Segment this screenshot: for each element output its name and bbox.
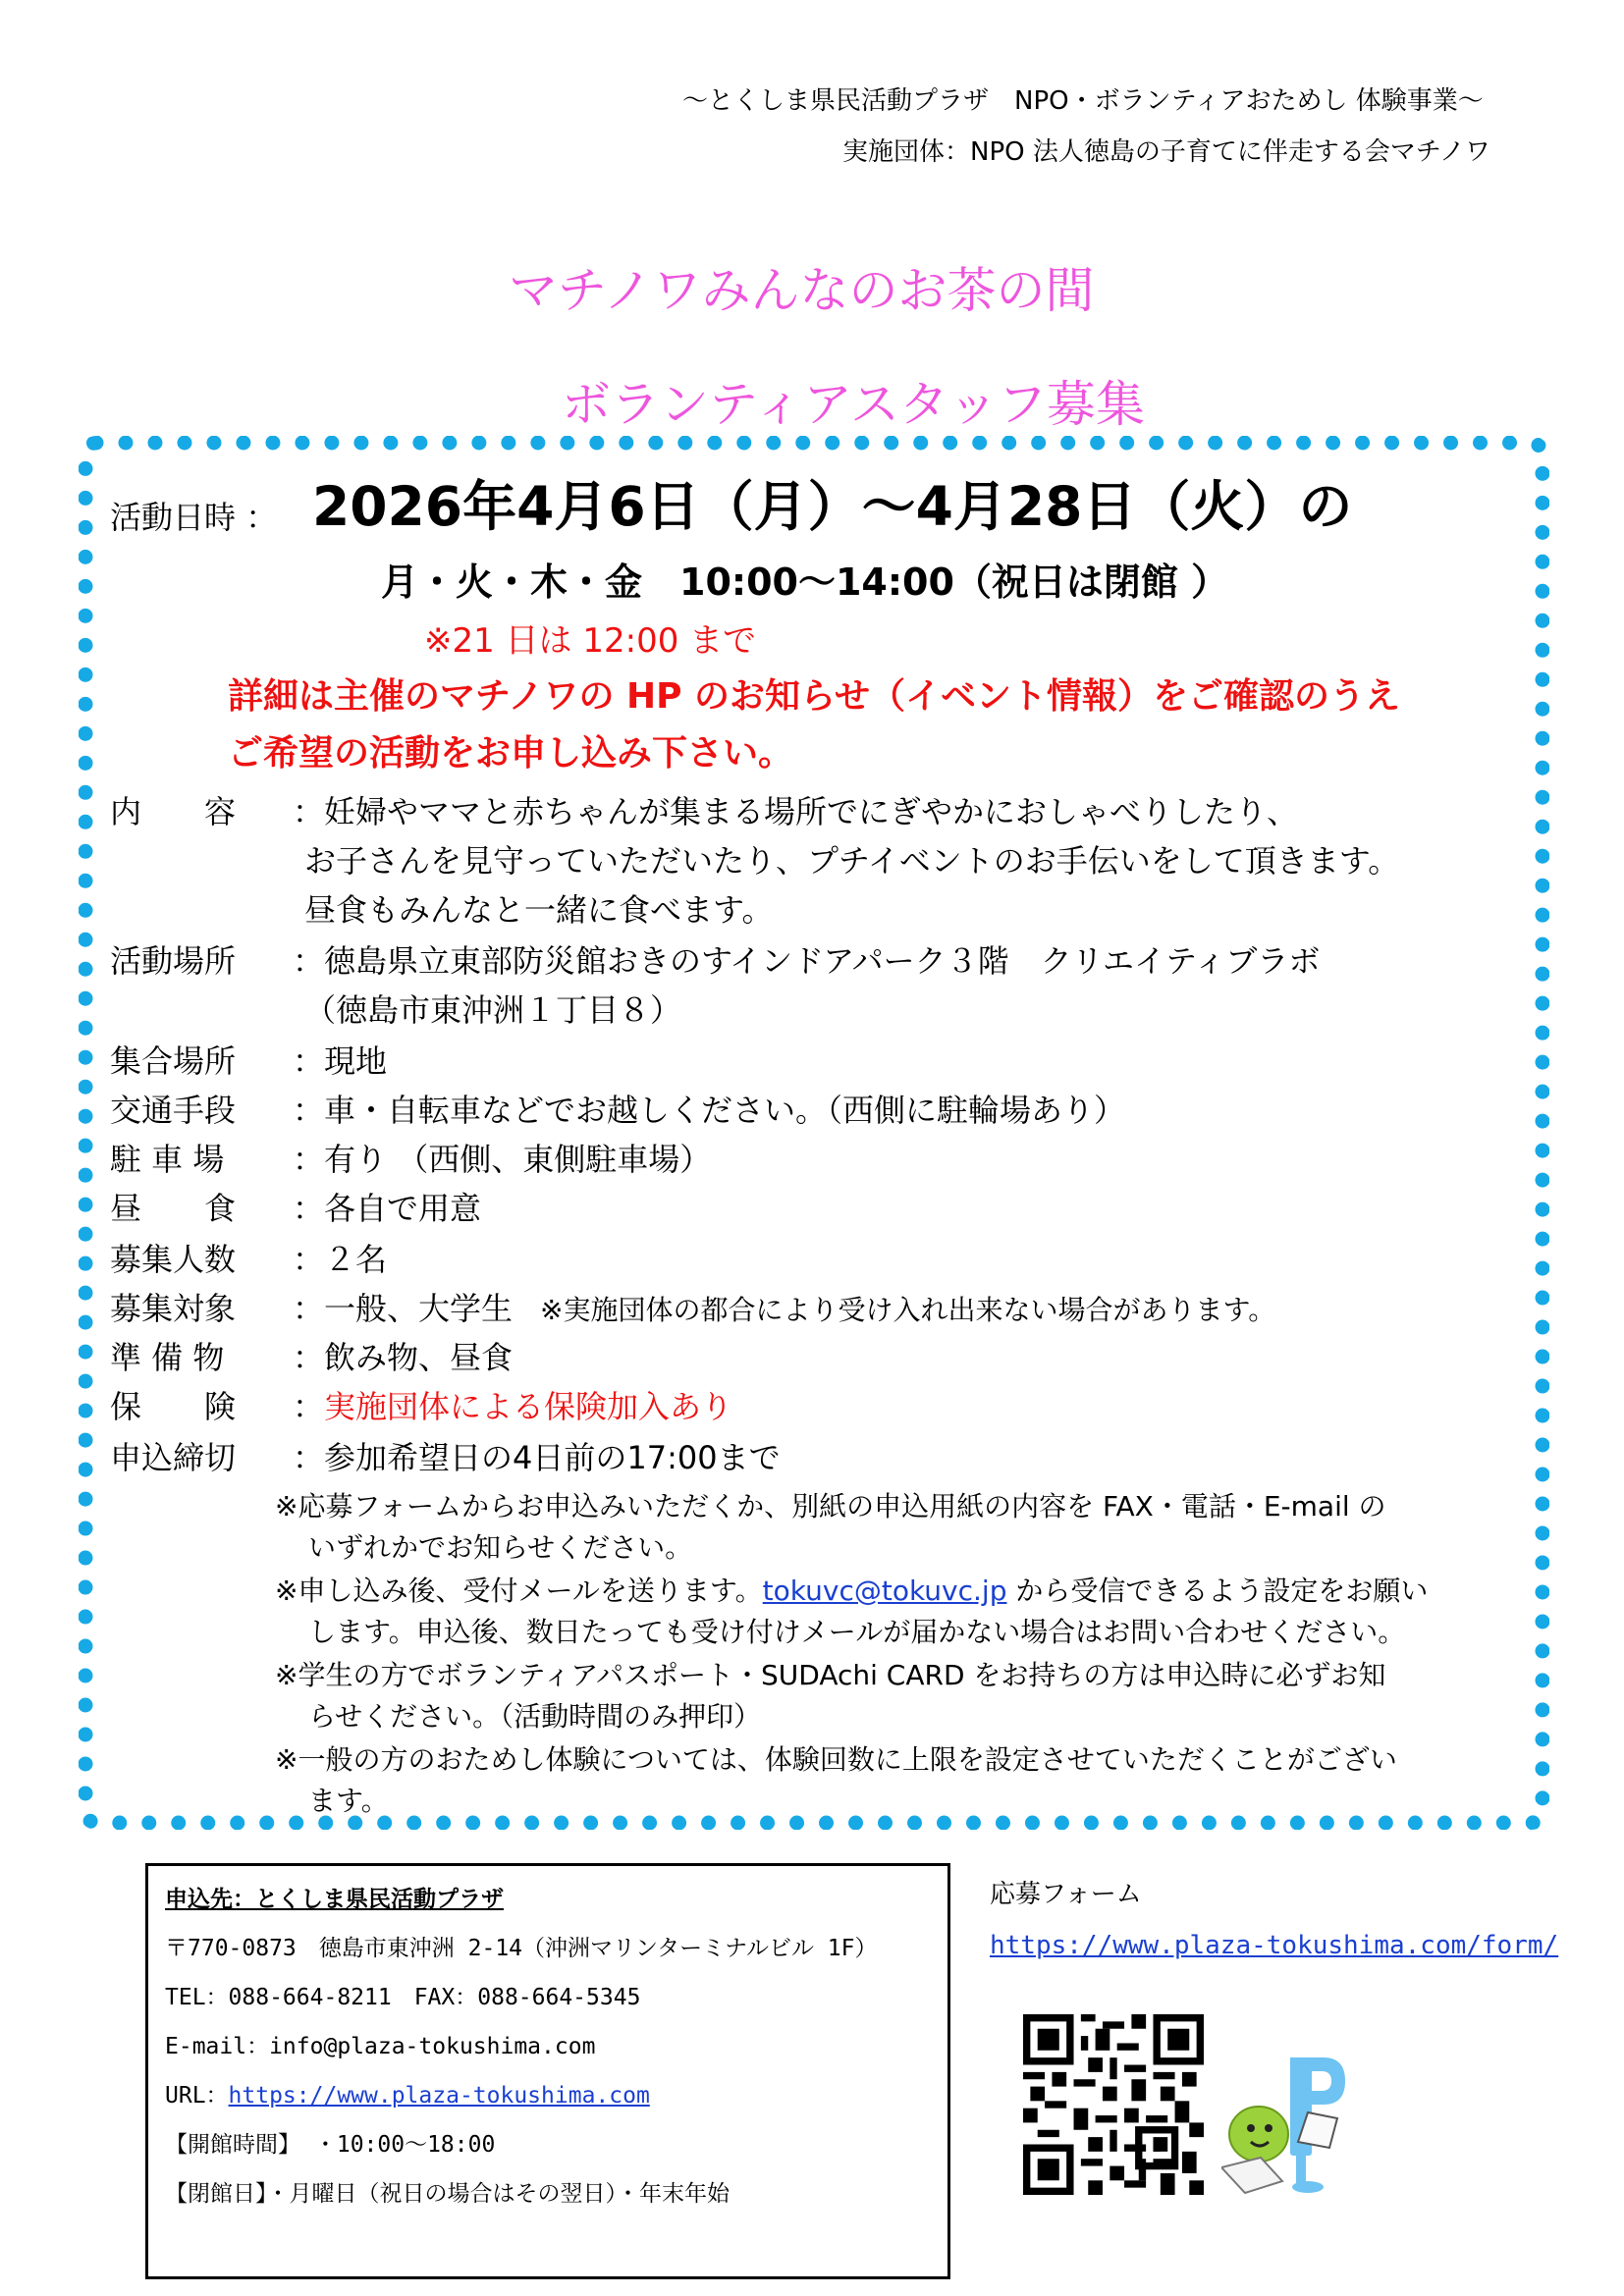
page-title: マチノワみんなのお茶の間 [509, 262, 1095, 319]
detail-notice-2: ご希望の活動をお申し込み下さい。 [228, 733, 794, 774]
deadline-label: 申込締切 [110, 1439, 237, 1476]
content-label: 内 容 [110, 793, 237, 830]
note-1a: ※応募フォームからお申込みいただくか、別紙の申込用紙の内容を FAX・電話・E-mail の [275, 1490, 1386, 1522]
date-note: ※21 日は 12:00 まで [424, 621, 757, 661]
mascot-icon [1221, 2050, 1349, 2195]
lunch-text: 各自で用意 [324, 1190, 482, 1227]
content-text-2: お子さんを見守っていただいたり、プチイベントのお手伝いをして頂きます。 [304, 842, 1400, 880]
lunch-row: 昼 食 ：各自で用意 [110, 1186, 481, 1231]
insurance-row: 保 険 ：実施団体による保険加入あり [110, 1384, 732, 1429]
header-line-2: 実施団体：NPO 法人徳島の子育てに伴走する会マチノワ [842, 137, 1491, 167]
transport-label: 交通手段 [110, 1092, 237, 1129]
place-row: 活動場所 ：徳島県立東部防災館おきのすインドアパーク３階 クリエイティブラボ [110, 938, 1320, 984]
plaza-url-link[interactable]: https://www.plaza-tokushima.com [228, 2083, 650, 2109]
contact-email: E-mail：info@plaza-tokushima.com [165, 2034, 596, 2059]
form-url-link[interactable]: https://www.plaza-tokushima.com/form/ [990, 1931, 1559, 1960]
transport-text: 車・自転車などでお越しください。（西側に駐輪場あり） [324, 1092, 1126, 1129]
insurance-text: 実施団体による保険加入あり [324, 1388, 733, 1425]
parking-text: 有り （西側、東側駐車場） [324, 1141, 712, 1178]
page-subtitle: ボランティアスタッフ募集 [562, 376, 1145, 433]
contact-address: 〒770-0873 徳島市東沖洲 2-14（沖洲マリンターミナルビル 1F） [165, 1936, 878, 1961]
note-3a: ※学生の方でボランティアパスポート・SUDAchi CARD をお持ちの方は申込時に必ずお知 [275, 1659, 1386, 1691]
meet-row: 集合場所 ：現地 [110, 1039, 387, 1084]
detail-notice-1: 詳細は主催のマチノワの HP のお知らせ（イベント情報）をご確認のうえ [228, 676, 1400, 717]
note-4a: ※一般の方のおためし体験については、体験回数に上限を設定させていただくことがござい [275, 1743, 1397, 1776]
qr-code-icon[interactable] [1023, 2014, 1204, 2195]
content-text-1: 妊婦やママと赤ちゃんが集まる場所でにぎやかにおしゃべりしたり、 [324, 793, 1299, 830]
count-text: ２名 [324, 1241, 388, 1278]
contact-box [145, 1863, 950, 2279]
place-text-1: 徳島県立東部防災館おきのすインドアパーク３階 クリエイティブラボ [324, 942, 1321, 980]
transport-row: 交通手段 ：車・自転車などでお越しください。（西側に駐輪場あり） [110, 1088, 1125, 1133]
note-2b: します。申込後、数日たっても受け付けメールが届かない場合はお問い合わせください。 [308, 1616, 1406, 1648]
note-3b: らせください。（活動時間のみ押印） [308, 1700, 762, 1733]
deadline-row: 申込締切 ：参加希望日の4日前の17:00まで [110, 1435, 781, 1480]
prepare-row: 準 備 物 ：飲み物、昼食 [110, 1335, 513, 1380]
parking-label: 駐 車 場 [110, 1141, 225, 1178]
note-1b: いずれかでお知らせください。 [308, 1531, 693, 1564]
contact-heading: 申込先：とくしま県民活動プラザ [165, 1887, 504, 1912]
contact-tel: TEL：088-664-8211 FAX：088-664-5345 [165, 1985, 641, 2010]
target-text: 一般、大学生 [324, 1290, 514, 1327]
content-row: 内 容 ：妊婦やママと赤ちゃんが集まる場所でにぎやかにおしゃべりしたり、 [110, 789, 1298, 834]
place-label: 活動場所 [110, 942, 237, 980]
form-label: 応募フォーム [990, 1880, 1142, 1909]
lunch-label: 昼 食 [110, 1190, 237, 1227]
date-main: 2026年4月6日（月）〜4月28日（火）の [312, 475, 1353, 538]
contact-url-row: URL：https://www.plaza-tokushima.com [165, 2083, 650, 2109]
content-text-3: 昼食もみんなと一緒に食べます。 [304, 891, 774, 929]
email-link[interactable]: tokuvc@tokuvc.jp [762, 1575, 1007, 1607]
header-line-1: 〜とくしま県民活動プラザ NPO・ボランティアおためし 体験事業〜 [682, 86, 1484, 116]
parking-row: 駐 車 場 ：有り （西側、東側駐車場） [110, 1137, 711, 1182]
place-text-2: （徳島市東沖洲１丁目８） [304, 991, 682, 1029]
prepare-label: 準 備 物 [110, 1339, 225, 1376]
target-row: 募集対象 ：一般、大学生 ※実施団体の都合により受け入れ出来ない場合があります。 [110, 1286, 1275, 1333]
contact-closed: 【閉館日】・月曜日（祝日の場合はその翌日）・年末年始 [165, 2181, 730, 2207]
target-label: 募集対象 [110, 1290, 237, 1327]
target-note: ※実施団体の都合により受け入れ出来ない場合があります。 [540, 1294, 1276, 1326]
deadline-text: 参加希望日の4日前の17:00まで [324, 1439, 781, 1476]
count-row: 募集人数 ：２名 [110, 1237, 387, 1282]
meet-label: 集合場所 [110, 1042, 237, 1080]
date-days: 月・火・木・金 10:00〜14:00（祝日は閉館 ） [381, 561, 1229, 604]
note-2a: ※申し込み後、受付メールを送ります。tokuvc@tokuvc.jp から受信できるよう設定をお願い [275, 1575, 1429, 1607]
date-label: 活動日時 ： [110, 499, 278, 536]
count-label: 募集人数 [110, 1241, 237, 1278]
meet-text: 現地 [324, 1042, 388, 1080]
prepare-text: 飲み物、昼食 [324, 1339, 514, 1376]
contact-hours: 【開館時間】 ・10:00〜18:00 [165, 2132, 496, 2158]
note-4b: ます。 [308, 1785, 389, 1817]
insurance-label: 保 険 [110, 1388, 237, 1425]
